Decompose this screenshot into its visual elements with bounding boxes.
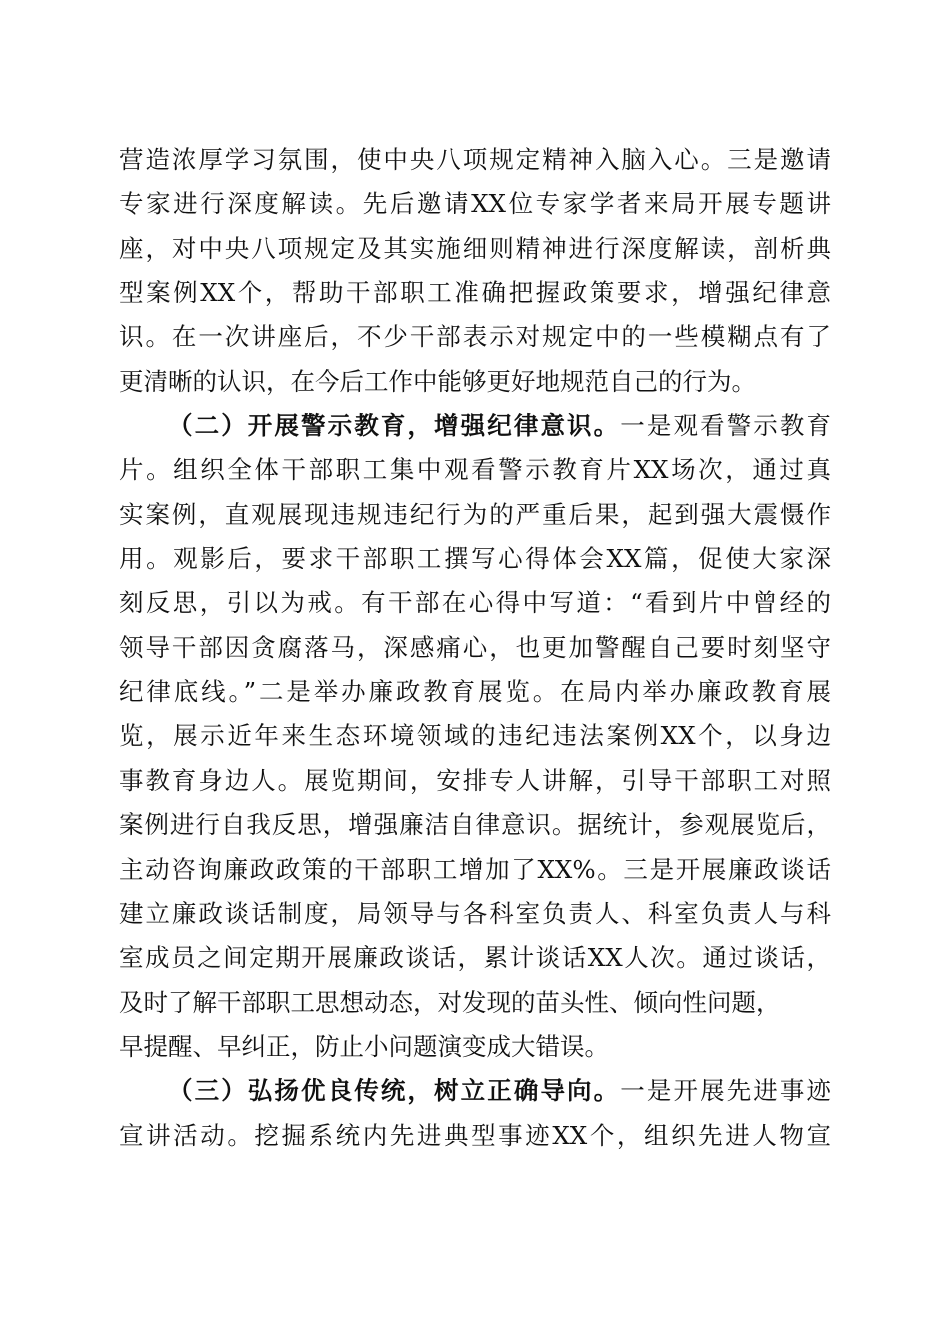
text-line: 用。观影后，要求干部职工撰写心得体会XX篇，促使大家深 [119, 544, 831, 574]
section-heading-line [119, 404, 831, 448]
text-line: 领导干部因贪腐落马，深感痛心，也更加警醒自己要时刻坚守 [119, 632, 831, 662]
paragraph-2 [119, 404, 831, 1069]
section-heading: （二）开展警示教育，增强纪律意识。 [168, 411, 621, 441]
heading-line-text: 一是开展先进事迹 [620, 1076, 832, 1106]
text-line: 纪律底线。”二是举办廉政教育展览。在局内举办廉政教育展 [119, 677, 831, 707]
text-line: 事教育身边人。展览期间，安排专人讲解，引导干部职工对照 [119, 765, 831, 795]
heading-line-text: 一是观看警示教育 [620, 411, 832, 441]
paragraph-1 [119, 138, 831, 404]
text-line: 营造浓厚学习氛围，使中央八项规定精神入脑入心。三是邀请 [119, 145, 831, 174]
text-line: 更清晰的认识，在今后工作中能够更好地规范自己的行为。 [119, 366, 756, 396]
section-heading-line [119, 1069, 831, 1113]
text-line: 及时了解干部职工思想动态，对发现的苗头性、倾向性问题， [119, 987, 781, 1017]
text-line: 室成员之间定期开展廉政谈话，累计谈话XX人次。通过谈话， [119, 943, 831, 973]
text-line: 片。组织全体干部职工集中观看警示教育片XX场次，通过真 [119, 455, 831, 485]
text-line: 主动咨询廉政政策的干部职工增加了XX%。三是开展廉政谈话 [119, 854, 831, 884]
text-line: 览，展示近年来生态环境领域的违纪违法案例XX个，以身边 [119, 721, 831, 751]
text-line: 宣讲活动。挖掘系统内先进典型事迹XX个，组织先进人物宣 [119, 1120, 831, 1150]
document-body [119, 138, 831, 1158]
text-line: 型案例XX个，帮助干部职工准确把握政策要求，增强纪律意 [119, 278, 831, 308]
text-line: 座，对中央八项规定及其实施细则精神进行深度解读，剖析典 [119, 233, 831, 263]
text-line: 刻反思，引以为戒。有干部在心得中写道：“看到片中曾经的 [119, 588, 831, 618]
text-line: 识。在一次讲座后，不少干部表示对规定中的一些模糊点有了 [119, 322, 831, 352]
text-line: 建立廉政谈话制度，局领导与各科室负责人、科室负责人与科 [119, 898, 831, 928]
text-line: 专家进行深度解读。先后邀请XX位专家学者来局开展专题讲 [119, 189, 831, 219]
paragraph-3 [119, 1069, 831, 1158]
text-line: 实案例，直观展现违规违纪行为的严重后果，起到强大震慑作 [119, 499, 831, 529]
text-line: 案例进行自我反思，增强廉洁自律意识。据统计，参观展览后， [119, 810, 831, 840]
section-heading: （三）弘扬优良传统，树立正确导向。 [168, 1076, 621, 1106]
text-line: 早提醒、早纠正，防止小问题演变成大错误。 [119, 1031, 609, 1061]
